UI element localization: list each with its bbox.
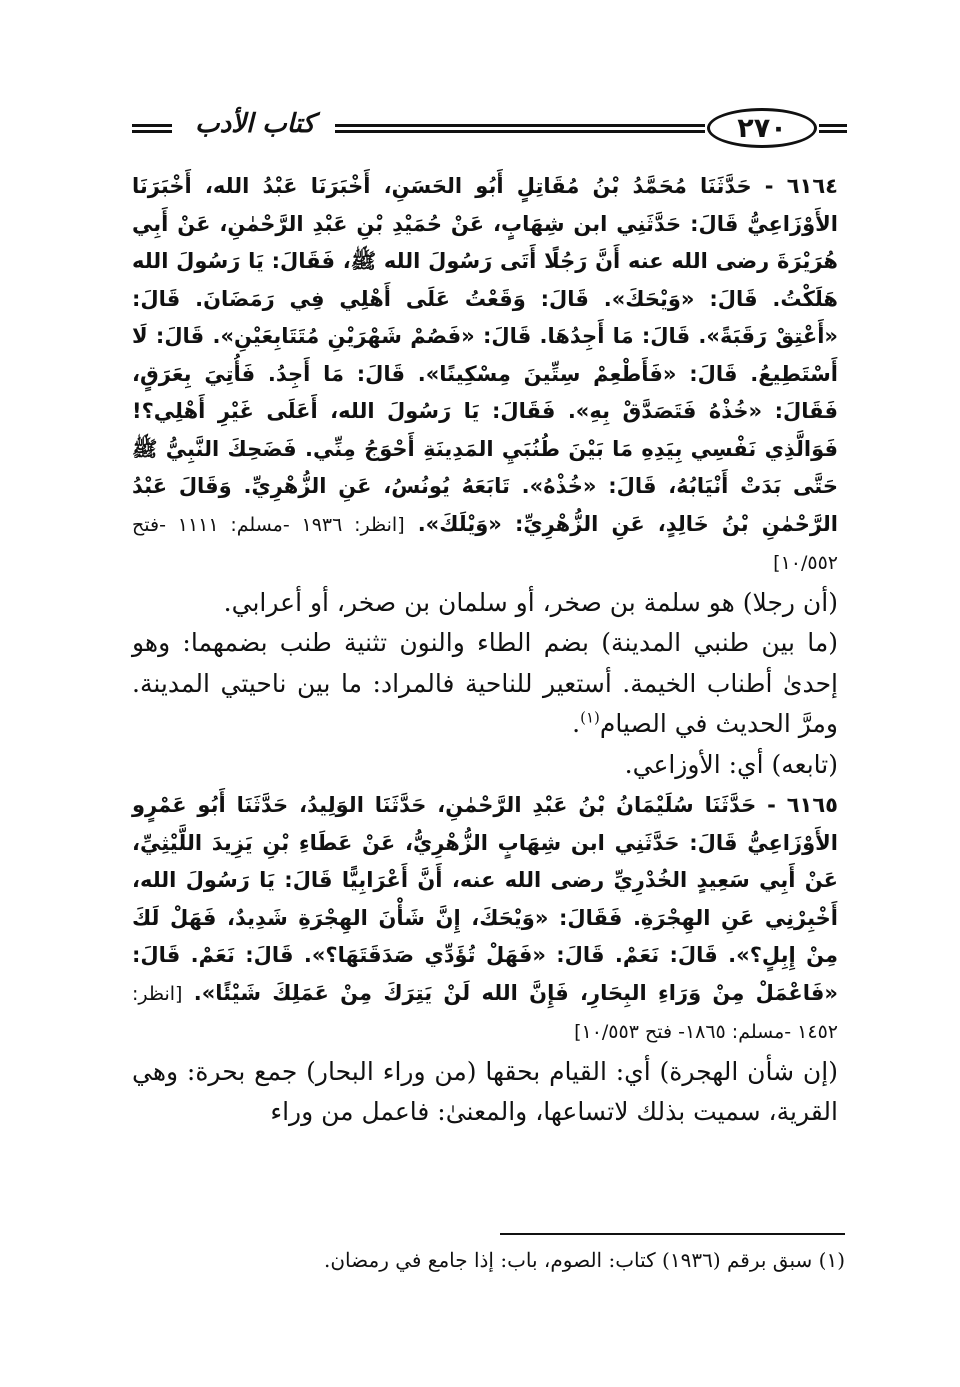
- header-rule-left: [132, 124, 172, 133]
- commentary-end: .: [572, 709, 581, 738]
- commentary-paragraph: (إن شأن الهجرة) أي: القيام بحقها (من وراء البحار) جمع بحرة: وهي القرية، سميت بذلك لاتساعها، والمعنىٰ: فاعمل من وراء: [132, 1056, 838, 1126]
- hadith-6165: [132, 787, 838, 1052]
- footnote-mark: (١): [580, 708, 600, 727]
- commentary-paragraph: (أن رجلا) هو سلمة بن صخر، أو سلمان بن صخر، أو أعرابي.: [223, 587, 838, 617]
- commentary-paragraph: (تابعه) أي: الأوزاعي.: [624, 749, 838, 779]
- commentary-text: (ما بين طنبي المدينة) بضم الطاء والنون تثنية طنب بضمهما: وهو إحدىٰ أطناب الخيمة. أستعير للناحية فالمراد: ما بين ناحيتي المدينة. ومرَّ الحديث في الصيام: [132, 628, 838, 738]
- book-title: كتاب الأدب: [195, 109, 315, 139]
- footnote: (١) سبق برقم (١٩٣٦) كتاب: الصوم، باب: إذا جامع في رمضان.: [324, 1248, 845, 1272]
- hadith-6164-reference: [انظر: ١٩٣٦ -مسلم: ١١١١ -فتح ١٠/٥٥٢]: [132, 513, 838, 574]
- page-body: [132, 168, 838, 1133]
- header-rule-middle: [335, 124, 705, 133]
- footnote-divider: [500, 1233, 845, 1235]
- hadith-6165-reference: [انظر: ١٤٥٢ -مسلم: ١٨٦٥- فتح ١٠/٥٥٣]: [132, 982, 838, 1043]
- hadith-6164: [132, 168, 838, 583]
- hadith-6165-text: ٦١٦٥ - حَدَّثَنَا سُلَيْمَانُ بْنُ عَبْدِ الرَّحْمٰنِ، حَدَّثَنَا الوَلِيدُ، حَدَّثَنَا أَبُو عَمْرٍو الأَوْزَاعِيُّ قَالَ: حَدَّثَنِي ابن شِهَابٍ الزُّهْرِيُّ، عَنْ عَطَاءِ بْنِ يَزِيدَ اللَّيْثِيِّ، عَنْ أَبِي سَعِيدٍ الخُدْرِيِّ رضى الله عنه، أَنَّ أَعْرَابِيًّا قَالَ: يَا رَسُولَ الله، أَخْبِرْنِي عَنِ الهِجْرَةِ. فَقَالَ: «وَيْحَكَ، إِنَّ شَأْنَ الهِجْرَةِ شَدِيدٌ، فَهَلْ لَكَ مِنْ إِبِلٍ؟». قَالَ: نَعَمْ. قَالَ: «فَهَلْ تُؤَدِّي صَدَقَتَهَا؟». قَالَ: نَعَمْ. قَالَ: «فَاعْمَلْ مِنْ وَرَاءِ البِحَارِ، فَإِنَّ الله لَنْ يَتِرَكَ مِنْ عَمَلِكَ شَيْئًا».: [132, 793, 838, 1005]
- page-number: ٢٧٠: [707, 108, 817, 148]
- page-header: [132, 105, 847, 155]
- header-rule-right: [819, 124, 847, 133]
- hadith-6164-text: ٦١٦٤ - حَدَّثَنَا مُحَمَّدُ بْنُ مُقَاتِلٍ أَبُو الحَسَنِ، أَخْبَرَنَا عَبْدُ الله، أَخْبَرَنَا الأَوْزَاعِيُّ قَالَ: حَدَّثَنِي ابن شِهَابٍ، عَنْ حُمَيْدِ بْنِ عَبْدِ الرَّحْمٰنِ، عَنْ أَبِي هُرَيْرَةَ رضى الله عنه أَنَّ رَجُلًا أَتَى رَسُولَ الله ﷺ، فَقَالَ: يَا رَسُولَ الله هَلَكْتُ. قَالَ: «وَيْحَكَ». قَالَ: وَقَعْتُ عَلَى أَهْلِي فِي رَمَضَانَ. قَالَ: «أَعْتِقْ رَقَبَةً». قَالَ: مَا أَجِدُهَا. قَالَ: «فَصُمْ شَهْرَيْنِ مُتَتَابِعَيْنِ». قَالَ: لَا أَسْتَطِيعُ. قَالَ: «فَأَطْعِمْ سِتِّينَ مِسْكِينًا». قَالَ: مَا أَجِدُ. فَأُتِيَ بِعَرَقٍ، فَقَالَ: «خُذْهُ فَتَصَدَّقْ بِهِ». فَقَالَ: يَا رَسُولَ الله، أَعَلَى غَيْرِ أَهْلِي؟! فَوَالَّذِي نَفْسِي بِيَدِهِ مَا بَيْنَ طُنُبَيِ المَدِينَةِ أَحْوَجُ مِنِّي. فَضَحِكَ النَّبِيُّ ﷺ حَتَّى بَدَتْ أَنْيَابُهُ، قَالَ: «خُذْهُ». تَابَعَهُ يُونُسُ، عَنِ الزُّهْرِيِّ. وَقَالَ عَبْدُ الرَّحْمٰنِ بْنُ خَالِدٍ، عَنِ الزُّهْرِيِّ: «وَيْلَكَ».: [132, 174, 838, 536]
- commentary-paragraph: [132, 623, 838, 745]
